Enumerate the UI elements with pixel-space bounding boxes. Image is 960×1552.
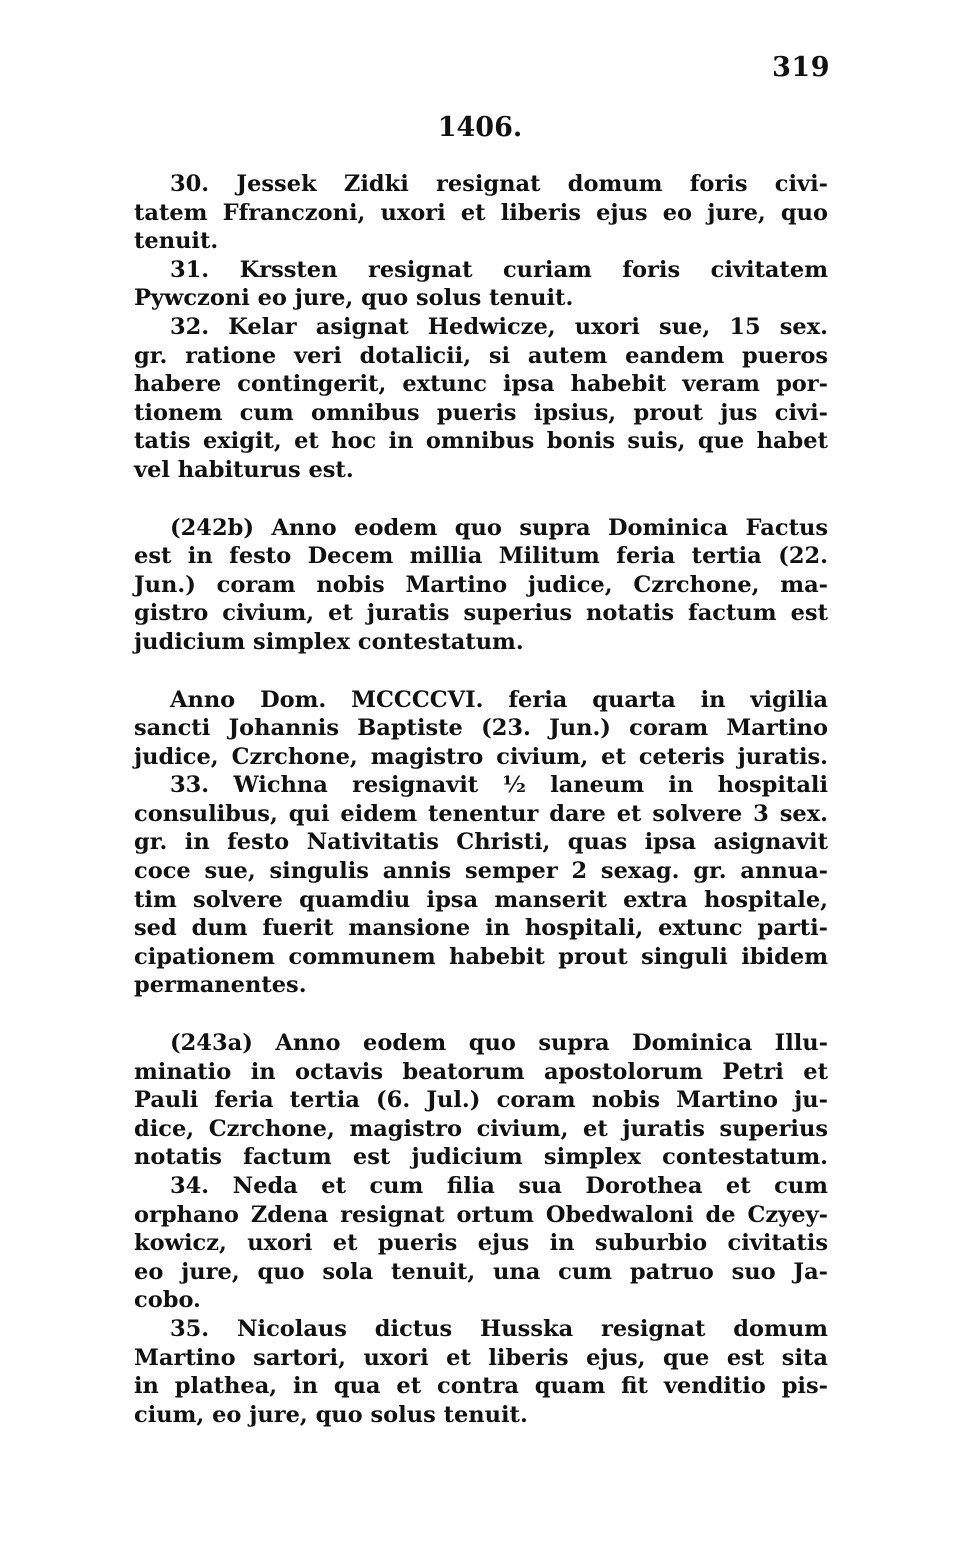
text-line: Martino sartori, uxori et liberis ejus, que est sita bbox=[134, 1344, 828, 1371]
text-line: habere contingerit, extunc ipsa habebit veram por- bbox=[134, 371, 828, 398]
text-line: tatis exigit, et hoc in omnibus bonis suis, que habet bbox=[134, 428, 828, 455]
text-line: cobo. bbox=[134, 1287, 201, 1314]
text-line: gr. ratione veri dotalicii, si autem eandem pueros bbox=[134, 342, 828, 369]
text-line: dice, Czrchone, magistro civium, et juratis superius bbox=[134, 1115, 828, 1142]
paragraph-gap bbox=[134, 1000, 828, 1029]
text-line: tenuit. bbox=[134, 228, 219, 255]
text-line: cipationem communem habebit prout singuli ibidem bbox=[134, 943, 828, 970]
text-line: 33. Wichna resignavit ½ laneum in hospitali bbox=[170, 772, 828, 799]
text-line: Pywczoni eo jure, quo solus tenuit. bbox=[134, 285, 574, 312]
text-line: Anno Dom. MCCCCVI. feria quarta in vigilia bbox=[170, 686, 828, 713]
text-line: 31. Krssten resignat curiam foris civitatem bbox=[170, 256, 828, 283]
text-line: coce sue, singulis annis semper 2 sexag. gr. annua- bbox=[134, 858, 828, 885]
text-line: notatis factum est judicium simplex contestatum. bbox=[134, 1144, 828, 1171]
text-line: 35. Nicolaus dictus Husska resignat domum bbox=[170, 1315, 828, 1342]
text-line: tionem cum omnibus pueris ipsius, prout jus civi- bbox=[134, 399, 828, 426]
text-line: gr. in festo Nativitatis Christi, quas ipsa asignavit bbox=[134, 829, 828, 856]
text-line: 34. Neda et cum filia sua Dorothea et cum bbox=[170, 1173, 828, 1199]
text-line: sed dum fuerit mansione in hospitali, extunc parti- bbox=[134, 915, 828, 942]
text-line: Jun.) coram nobis Martino judice, Czrchone, ma- bbox=[134, 571, 828, 598]
text-line: permanentes. bbox=[134, 972, 307, 999]
text-line: tim solvere quamdiu ipsa manserit extra hospitale, bbox=[134, 886, 828, 913]
text-line: cium, eo jure, quo solus tenuit. bbox=[134, 1401, 528, 1428]
page-number: 319 bbox=[772, 52, 830, 83]
paragraph-gap bbox=[134, 485, 828, 514]
text-line: kowicz, uxori et pueris ejus in suburbio civitatis bbox=[134, 1230, 828, 1257]
text-line: orphano Zdena resignat ortum Obedwaloni de Czyey- bbox=[134, 1201, 828, 1228]
text-line: gistro civium, et juratis superius notatis factum est bbox=[134, 600, 828, 627]
text-line: minatio in octavis beatorum apostolorum Petri et bbox=[134, 1058, 828, 1085]
year-heading: 1406. bbox=[437, 112, 523, 143]
text-column bbox=[134, 170, 828, 1429]
text-line: (242b) Anno eodem quo supra Dominica Factus bbox=[170, 514, 828, 541]
text-line: 32. Kelar asignat Hedwicze, uxori sue, 15 sex. bbox=[170, 313, 828, 340]
text-line: (243a) Anno eodem quo supra Dominica Illu- bbox=[170, 1030, 828, 1057]
text-line: judicium simplex contestatum. bbox=[134, 628, 524, 655]
text-line: sancti Johannis Baptiste (23. Jun.) coram Martino bbox=[134, 715, 828, 742]
text-line: 30. Jessek Zidki resignat domum foris civi- bbox=[170, 171, 828, 197]
text-line: est in festo Decem millia Militum feria tertia (22. bbox=[134, 543, 828, 570]
text-line: tatem Ffranczoni, uxori et liberis ejus eo jure, quo bbox=[134, 199, 828, 226]
text-line: eo jure, quo sola tenuit, una cum patruo suo Ja- bbox=[134, 1258, 828, 1285]
text-line: vel habiturus est. bbox=[134, 456, 354, 483]
text-line: judice, Czrchone, magistro civium, et ceteris juratis. bbox=[134, 743, 828, 770]
text-line: Pauli feria tertia (6. Jul.) coram nobis Martino ju- bbox=[134, 1087, 828, 1114]
paragraph-gap bbox=[134, 657, 828, 686]
text-line: in plathea, in qua et contra quam fit venditio pis- bbox=[134, 1373, 828, 1400]
text-line: consulibus, qui eidem tenentur dare et solvere 3 sex. bbox=[134, 800, 828, 827]
